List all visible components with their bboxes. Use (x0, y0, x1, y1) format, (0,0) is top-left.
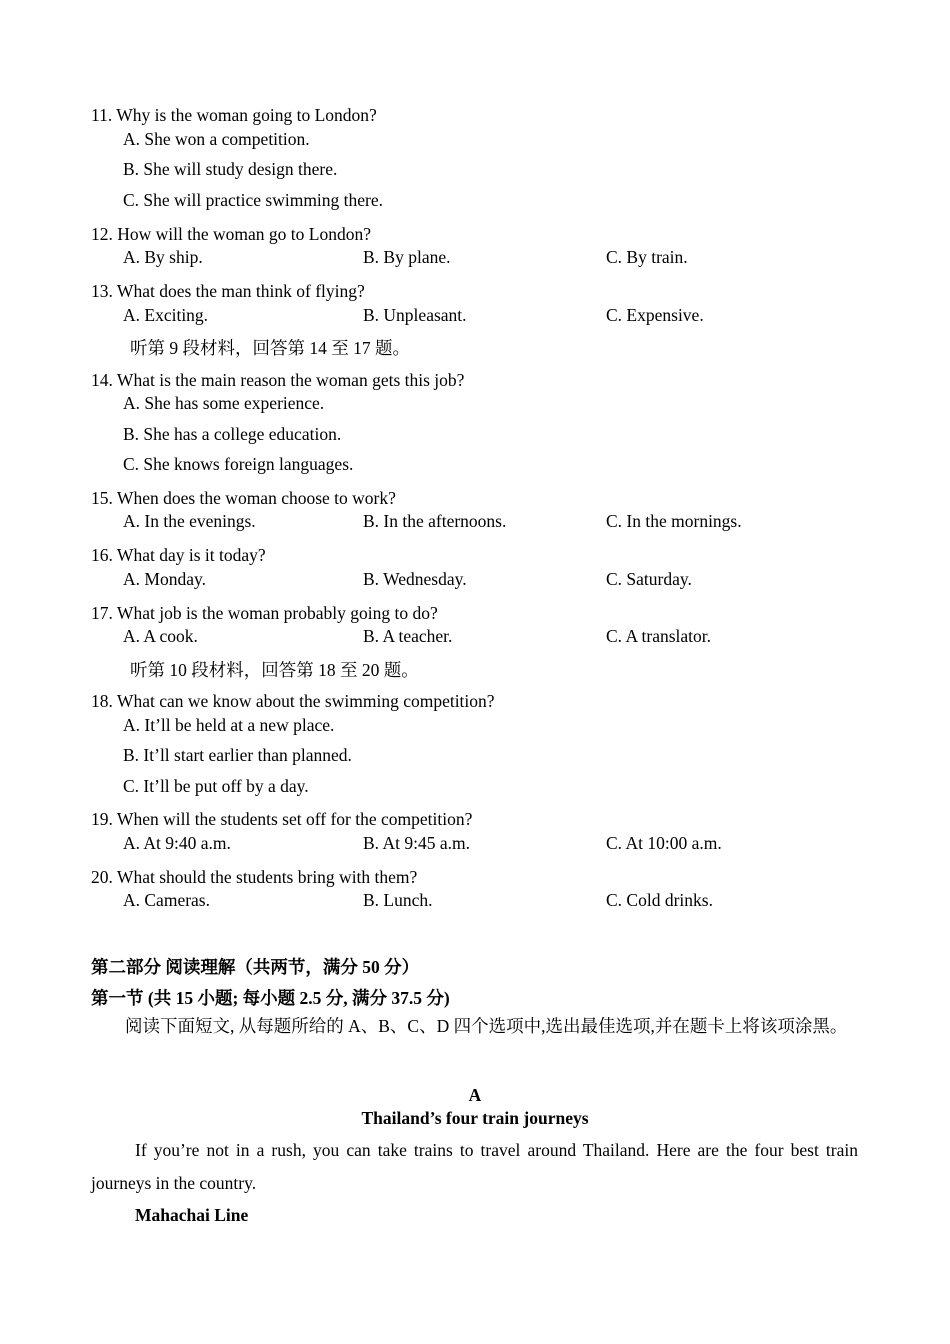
question-16-option-c: C. Saturday. (606, 569, 692, 589)
question-11-option-c: C. She will practice swimming there. (123, 190, 384, 210)
question-15-option-b: B. In the afternoons. (363, 511, 507, 531)
passage-intro: If you’re not in a rush, you can take trains to travel around Thailand. Here are the four best train journeys in the country. (91, 1140, 858, 1193)
question-16-option-a: A. Monday. (123, 569, 206, 589)
question-12-stem: 12. How will the woman go to London? (91, 224, 371, 244)
question-18-option-c: C. It’ll be put off by a day. (123, 776, 309, 796)
question-17-option-a: A. A cook. (123, 626, 198, 646)
question-20-option-a: A. Cameras. (123, 890, 210, 910)
question-11-option-b: B. She will study design there. (123, 159, 338, 179)
passage-subheading: Mahachai Line (135, 1205, 249, 1225)
question-11-stem: 11. Why is the woman going to London? (91, 105, 377, 125)
question-17-option-b: B. A teacher. (363, 626, 453, 646)
question-18-option-a: A. It’ll be held at a new place. (123, 715, 335, 735)
question-19-option-a: A. At 9:40 a.m. (123, 833, 231, 853)
question-12-option-a: A. By ship. (123, 247, 203, 267)
question-17-option-c: C. A translator. (606, 626, 711, 646)
passage-title: Thailand’s four train journeys (361, 1108, 589, 1128)
question-20-option-b: B. Lunch. (363, 890, 433, 910)
question-16-stem: 16. What day is it today? (91, 545, 266, 565)
question-18-stem: 18. What can we know about the swimming competition? (91, 691, 495, 711)
reading-instructions: 阅读下面短文, 从每题所给的 A、B、C、D 四个选项中,选出最佳选项,并在题卡上将该项涂黑。 (125, 1016, 848, 1036)
question-20-option-c: C. Cold drinks. (606, 890, 713, 910)
question-19-option-c: C. At 10:00 a.m. (606, 833, 722, 853)
question-15-stem: 15. When does the woman choose to work? (91, 488, 396, 508)
question-14-option-a: A. She has some experience. (123, 393, 325, 413)
listening-note-section-10: 听第 10 段材料，回答第 18 至 20 题。 (130, 660, 419, 680)
question-12-option-c: C. By train. (606, 247, 688, 267)
question-19-stem: 19. When will the students set off for the competition? (91, 809, 473, 829)
question-17-stem: 17. What job is the woman probably going to do? (91, 603, 438, 623)
question-15-option-c: C. In the mornings. (606, 511, 742, 531)
part-two-title: 第二部分 阅读理解（共两节，满分 50 分） (91, 957, 420, 977)
question-18-option-b: B. It’ll start earlier than planned. (123, 745, 352, 765)
question-14-stem: 14. What is the main reason the woman gets this job? (91, 370, 465, 390)
section-one-title: 第一节 (共 15 小题; 每小题 2.5 分, 满分 37.5 分) (91, 988, 450, 1008)
question-13-option-b: B. Unpleasant. (363, 305, 467, 325)
question-16-option-b: B. Wednesday. (363, 569, 467, 589)
question-13-stem: 13. What does the man think of flying? (91, 281, 365, 301)
passage-letter: A (468, 1085, 482, 1105)
question-13-option-c: C. Expensive. (606, 305, 704, 325)
question-13-option-a: A. Exciting. (123, 305, 209, 325)
question-20-stem: 20. What should the students bring with them? (91, 867, 418, 887)
question-12-option-b: B. By plane. (363, 247, 451, 267)
question-11-option-a: A. She won a competition. (123, 129, 310, 149)
question-14-option-b: B. She has a college education. (123, 424, 342, 444)
question-15-option-a: A. In the evenings. (123, 511, 256, 531)
question-19-option-b: B. At 9:45 a.m. (363, 833, 470, 853)
question-14-option-c: C. She knows foreign languages. (123, 454, 354, 474)
listening-note-section-9: 听第 9 段材料，回答第 14 至 17 题。 (130, 338, 410, 358)
